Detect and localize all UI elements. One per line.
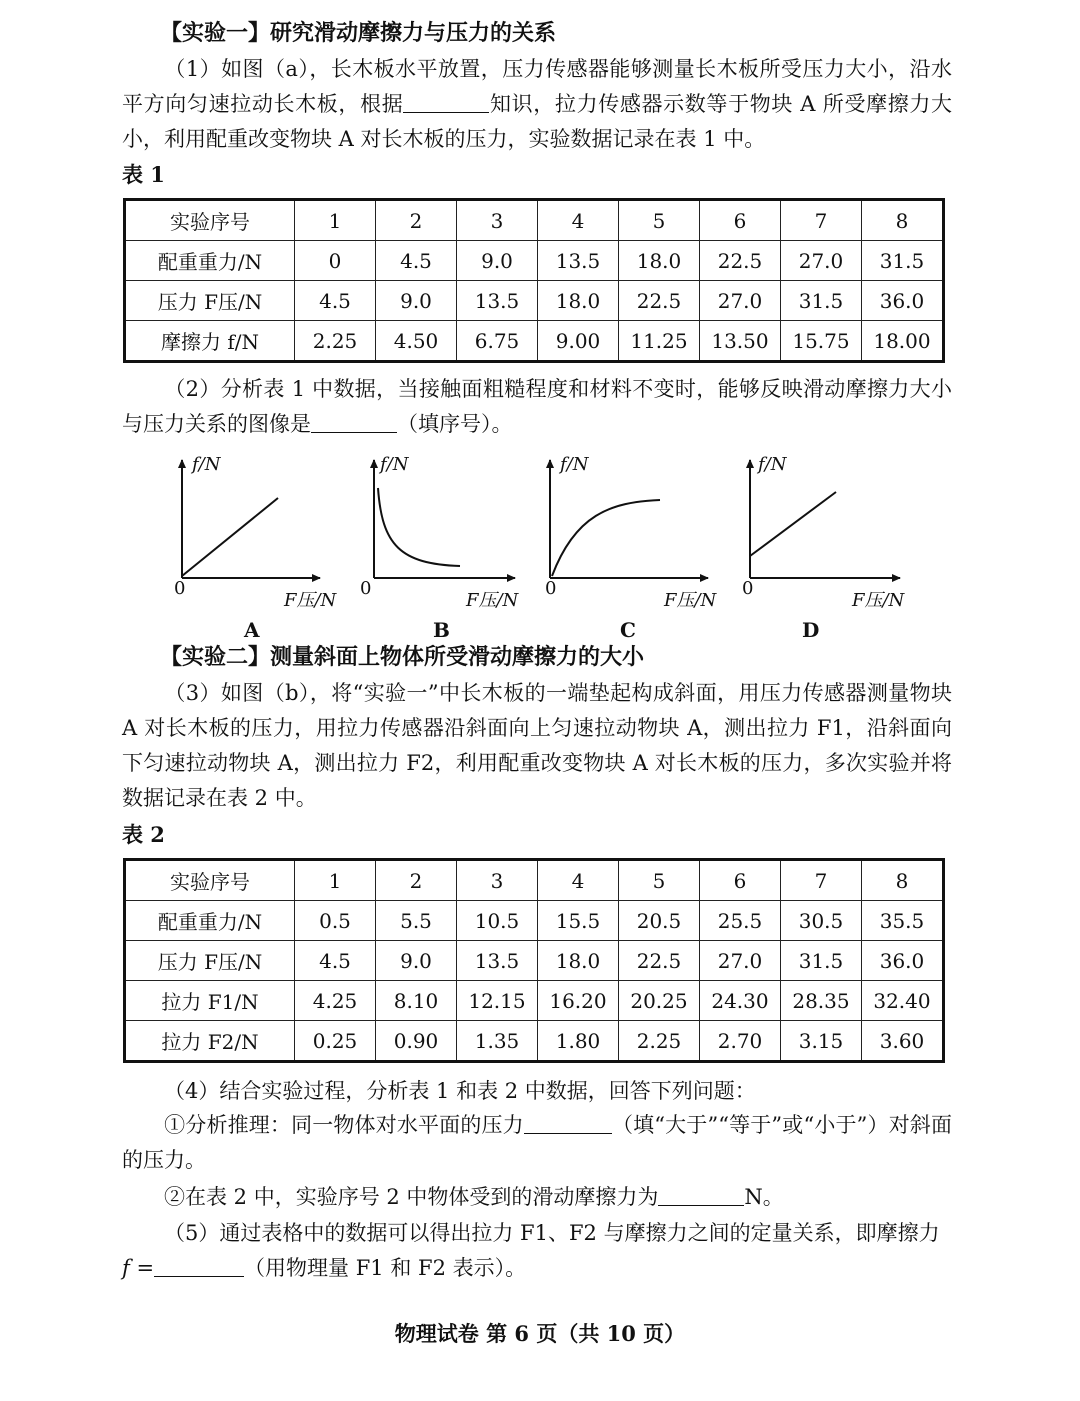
table1-row	[125, 281, 944, 321]
q1-paragraph	[122, 52, 952, 157]
table1-header-row	[125, 200, 944, 241]
table1-cell: 3	[457, 200, 538, 241]
table2-cell: 0.25	[295, 1021, 376, 1062]
table2-cell: 1	[295, 860, 376, 901]
graph-d[interactable]	[750, 460, 900, 578]
table1-cell: 6.75	[457, 321, 538, 362]
graph-b-letter: B	[433, 618, 450, 642]
graph-d-ylabel: f/N	[758, 454, 787, 475]
q4-paragraph	[122, 1074, 952, 1109]
table1-cell: 15.75	[781, 321, 862, 362]
table1-cell: 1	[295, 200, 376, 241]
table2-header-row	[125, 860, 944, 901]
table1-cell: 5	[619, 200, 700, 241]
exp1-title: 【实验一】研究滑动摩擦力与压力的关系	[160, 20, 557, 46]
q4-1-text-b: （填“大于”“等于”或“小于”）对斜面的压力。	[122, 1113, 952, 1172]
table2-cell: 2.70	[700, 1021, 781, 1062]
q4-1-text-a: ①分析推理：同一物体对水平面的压力	[164, 1113, 524, 1137]
table1-cell: 8	[862, 200, 944, 241]
table2-cell: 27.0	[700, 941, 781, 981]
table1-cell: 7	[781, 200, 862, 241]
table2-row	[125, 941, 944, 981]
table1-cell: 31.5	[781, 281, 862, 321]
table1-cell: 2	[376, 200, 457, 241]
graph-c-curve	[552, 500, 660, 576]
table1-cell: 31.5	[862, 241, 944, 281]
table2-row	[125, 1021, 944, 1062]
table2-cell: 2	[376, 860, 457, 901]
table1-cell: 22.5	[619, 281, 700, 321]
q2-paragraph	[122, 372, 952, 442]
table2-row-label: 拉力 F2/N	[125, 1021, 295, 1062]
table2-cell: 20.5	[619, 901, 700, 941]
q2-text-a: （2）分析表 1 中数据，当接触面粗糙程度和材料不变时，能够反映滑动摩擦力大小与压力关系的图像是	[122, 377, 952, 436]
table2-cell: 2.25	[619, 1021, 700, 1062]
graph-c-xlabel: F压/N	[664, 590, 717, 611]
table1-row-label: 实验序号	[125, 200, 295, 241]
table-1	[123, 198, 945, 363]
graph-b[interactable]	[374, 460, 515, 578]
q5-text-c: （用物理量 F1 和 F2 表示）。	[244, 1256, 527, 1280]
graph-a-xlabel: F压/N	[284, 590, 337, 611]
table1-cell: 18.0	[538, 281, 619, 321]
table2-cell: 36.0	[862, 941, 944, 981]
table2-row-label: 压力 F压/N	[125, 941, 295, 981]
table1-cell: 13.5	[538, 241, 619, 281]
table1-cell: 4.5	[295, 281, 376, 321]
table2-cell: 31.5	[781, 941, 862, 981]
q4-text: （4）结合实验过程，分析表 1 和表 2 中数据，回答下列问题：	[164, 1079, 756, 1103]
exp2-title: 【实验二】测量斜面上物体所受滑动摩擦力的大小	[160, 644, 645, 670]
table1-row	[125, 241, 944, 281]
table1-cell: 9.0	[457, 241, 538, 281]
table1-cell: 36.0	[862, 281, 944, 321]
table1-cell: 13.5	[457, 281, 538, 321]
table2-cell: 13.5	[457, 941, 538, 981]
graph-d-xlabel: F压/N	[852, 590, 905, 611]
table1-cell: 4.5	[376, 241, 457, 281]
table2-cell: 10.5	[457, 901, 538, 941]
table2-cell: 0.5	[295, 901, 376, 941]
q3-paragraph	[122, 676, 952, 816]
q4-1-blank[interactable]	[524, 1111, 612, 1134]
table2-cell: 1.35	[457, 1021, 538, 1062]
q4-2-text-a: ②在表 2 中，实验序号 2 中物体受到的滑动摩擦力为	[164, 1185, 659, 1209]
graph-c-ylabel: f/N	[560, 454, 589, 475]
table2-cell: 5	[619, 860, 700, 901]
table1-cell: 4	[538, 200, 619, 241]
q1-text-a: （1）如图（a），长木板水平放置，压力传感器能够测量长木板所受压力大小，沿水平方向匀速拉动长木板，根据	[122, 57, 952, 116]
table2-cell: 25.5	[700, 901, 781, 941]
graph-c-origin: 0	[545, 578, 557, 599]
table1-row-label: 配重重力/N	[125, 241, 295, 281]
table2-row-label: 配重重力/N	[125, 901, 295, 941]
graph-c[interactable]	[550, 460, 708, 578]
table2-cell: 12.15	[457, 981, 538, 1021]
table2-cell: 6	[700, 860, 781, 901]
graph-a-curve	[182, 498, 278, 576]
graph-a-ylabel: f/N	[192, 454, 221, 475]
graph-c-letter: C	[620, 618, 636, 642]
q5-paragraph	[122, 1216, 952, 1286]
table2-cell: 8.10	[376, 981, 457, 1021]
table2-cell: 4.25	[295, 981, 376, 1021]
graph-b-ylabel: f/N	[380, 454, 409, 475]
graph-a-letter: A	[244, 618, 260, 642]
q5-text-b: f =	[122, 1256, 155, 1280]
table2-cell: 22.5	[619, 941, 700, 981]
table2-cell: 5.5	[376, 901, 457, 941]
table2-cell: 32.40	[862, 981, 944, 1021]
table2-cell: 0.90	[376, 1021, 457, 1062]
graph-d-origin: 0	[742, 578, 754, 599]
table2-cell: 8	[862, 860, 944, 901]
table1-cell: 9.0	[376, 281, 457, 321]
q5-text-a: （5）通过表格中的数据可以得出拉力 F1、F2 与摩擦力之间的定量关系，即摩擦力	[164, 1221, 940, 1245]
table2-row-label: 实验序号	[125, 860, 295, 901]
graph-a-origin: 0	[174, 578, 186, 599]
table2-cell: 20.25	[619, 981, 700, 1021]
table2-label: 表 2	[122, 822, 165, 847]
graph-d-letter: D	[802, 618, 820, 642]
q4-2-paragraph	[122, 1180, 952, 1215]
table2-cell: 7	[781, 860, 862, 901]
graph-a[interactable]	[182, 460, 320, 578]
table2-row	[125, 901, 944, 941]
q3-text: （3）如图（b），将“实验一”中长木板的一端垫起构成斜面，用压力传感器测量物块 A 对长木板的压力，用拉力传感器沿斜面向上匀速拉动物块 A，测出拉力 F1，沿斜面向下匀速拉动物块 A，测出拉力 F2，利用配重改变物块 A 对长木板的压力，多次实验并将数据记录在表 2 中。	[122, 681, 952, 810]
table1-cell: 9.00	[538, 321, 619, 362]
table1-row-label: 摩擦力 f/N	[125, 321, 295, 362]
table2-cell: 24.30	[700, 981, 781, 1021]
table2-cell: 28.35	[781, 981, 862, 1021]
table2-cell: 4	[538, 860, 619, 901]
q4-1-paragraph	[122, 1108, 952, 1178]
page-footer: 物理试卷 第 6 页（共 10 页）	[394, 1321, 686, 1346]
table1-cell: 0	[295, 241, 376, 281]
q1-blank[interactable]	[403, 90, 489, 113]
q2-text-b: （填序号）。	[397, 412, 513, 436]
table2-cell: 4.5	[295, 941, 376, 981]
table2-cell: 35.5	[862, 901, 944, 941]
graph-b-curve	[378, 488, 460, 566]
graph-b-xlabel: F压/N	[466, 590, 519, 611]
table1-cell: 18.00	[862, 321, 944, 362]
table2-cell: 9.0	[376, 941, 457, 981]
table2-cell: 3.60	[862, 1021, 944, 1062]
table2-cell: 3.15	[781, 1021, 862, 1062]
table1-cell: 18.0	[619, 241, 700, 281]
graph-b-origin: 0	[360, 578, 372, 599]
q2-blank[interactable]	[311, 410, 397, 433]
q5-blank[interactable]	[154, 1254, 244, 1277]
table1-cell: 4.50	[376, 321, 457, 362]
table1-row-label: 压力 F压/N	[125, 281, 295, 321]
table1-cell: 22.5	[700, 241, 781, 281]
table2-cell: 1.80	[538, 1021, 619, 1062]
q1-text-b: 知识，拉力传感器示数等于物块 A 所受摩擦力大小，利用配重改变物块 A 对长木板的压力，实验数据记录在表 1 中。	[122, 92, 953, 151]
q4-2-blank[interactable]	[658, 1183, 744, 1206]
table1-cell: 2.25	[295, 321, 376, 362]
table1-cell: 13.50	[700, 321, 781, 362]
q4-2-text-b: N。	[744, 1185, 784, 1209]
table2-cell: 3	[457, 860, 538, 901]
table1-cell: 27.0	[700, 281, 781, 321]
table1-cell: 27.0	[781, 241, 862, 281]
table1-cell: 11.25	[619, 321, 700, 362]
table1-row	[125, 321, 944, 362]
graph-d-curve	[750, 492, 836, 556]
table2-cell: 18.0	[538, 941, 619, 981]
table1-cell: 6	[700, 200, 781, 241]
table-2	[123, 858, 945, 1063]
table2-cell: 16.20	[538, 981, 619, 1021]
table1-label: 表 1	[122, 162, 165, 187]
table2-cell: 30.5	[781, 901, 862, 941]
table2-cell: 15.5	[538, 901, 619, 941]
table2-row	[125, 981, 944, 1021]
table2-row-label: 拉力 F1/N	[125, 981, 295, 1021]
